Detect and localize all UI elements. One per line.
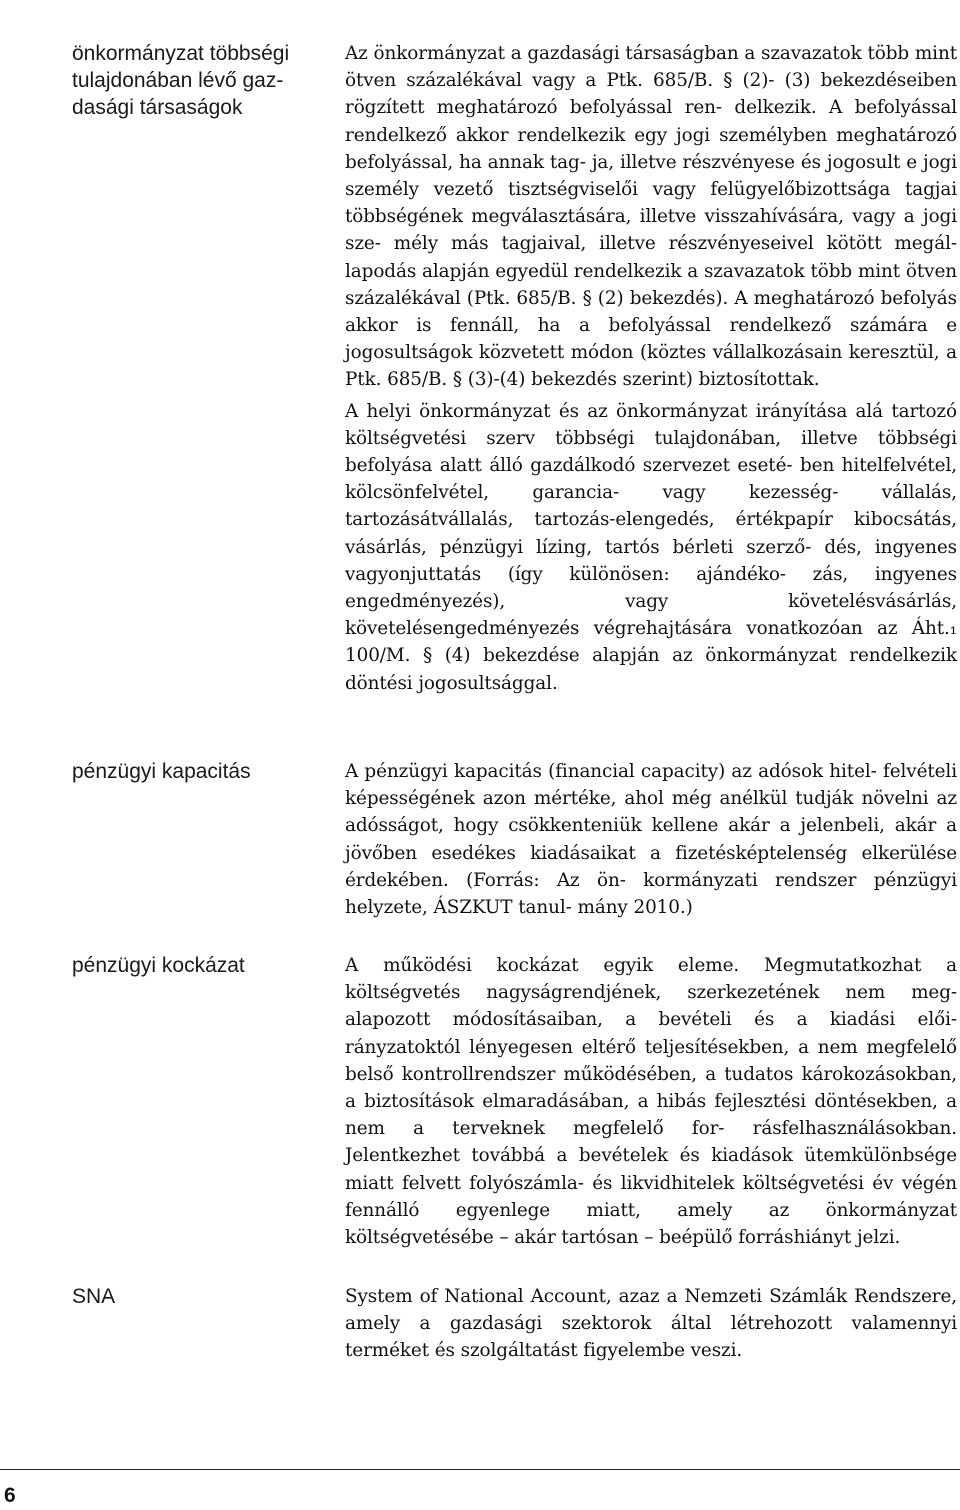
term-line: pénzügyi kapacitás: [72, 760, 251, 783]
definition-paragraph: Az önkormányzat a gazdasági társaságban a szavazatok több mint ötven százalékával vagy a Ptk. 685/B. § (2)- (3) bekezdéseiben rögzített meghatározó befolyással ren- delkezik. A befolyással rendelkező akkor rendelkezik egy jogi személyben meghatározó befolyással, ha annak tag- ja, illetve részvényese és jogosult e jogi személy vezető tisztségviselői vagy felügyelőbizottsága tagjai többségének megválasztására, illetve visszahívására, vagy a jogi sze- mély más tagjaival, illetve részvényeseivel kötött megál- lapodás alapján egyedül rendelkezik a szavazatok több mint ötven százalékával (Ptk. 685/B. § (2) bekezdés). A meghatározó befolyás akkor is fennáll, ha a befolyással rendelkező számára e jogosultságok közvetett módon (köztes vállalkozásain keresztül, a Ptk. 685/B. § (3)-(4) bekezdés szerint) biztosítottak.: [345, 43, 958, 391]
page-number: 6: [4, 1484, 16, 1507]
glossary-term: [72, 758, 312, 785]
glossary-definition: [345, 1283, 957, 1365]
term-line: dasági társaságok: [72, 96, 243, 119]
definition-paragraph: A helyi önkormányzat és az önkormányzat irányítása alá tartozó költségvetési szerv többségi tulajdonában, illetve többségi befolyása alatt álló gazdálkodó szervezet eseté- ben hitelfelvétel, kölcsönfelvétel, garancia- vagy kezesség- vállalás, tartozásátvállalás, tartozás-elengedés, értékpapír kibocsátás, vásárlás, pénzügyi lízing, tartós bérleti szerző- dés, ingyenes vagyonjuttatás (így különösen: ajándéko- zás, ingyenes engedményezés), vagy követelésvásárlás, követelésengedményezés végrehajtására vonatkozóan az Áht.₁ 100/M. § (4) bekezdése alapján az önkormányzat rendelkezik döntési jogosultsággal.: [345, 400, 957, 694]
glossary-definition: [345, 952, 957, 1251]
definition-paragraph: System of National Account, azaz a Nemzeti Számlák Rendszere, amely a gazdasági szektorok által létrehozott valamennyi terméket és szolgáltatást figyelembe veszi.: [345, 1286, 958, 1362]
footer-divider: [0, 1469, 960, 1470]
glossary-definition: [345, 758, 957, 921]
term-line: SNA: [72, 1285, 116, 1308]
definition-paragraph: A működési kockázat egyik eleme. Megmutatkozhat a költségvetés nagyságrendjének, szerkezetének nem meg- alapozott módosításaiban, a bevételi és a kiadási elői- rányzatoktól lényegesen eltérő teljesítésekben, a nem megfelelő belső kontrollrendszer működésében, a tudatos károkozásokban, a biztosítások elmaradásában, a hibás fejlesztési döntésekben, a nem a terveknek megfelelő for- rásfelhasználásokban. Jelentkezhet továbbá a bevételek és kiadások ütemkülönbsége miatt felvett folyószámla- és likvidhitelek költségvetési év végén fennálló egyenlege miatt, amely az önkormányzat költségvetésébe – akár tartósan – beépülő forráshiányt jelzi.: [345, 955, 957, 1249]
glossary-definition: [345, 40, 957, 697]
term-line: pénzügyi kockázat: [72, 954, 245, 977]
glossary-term: [72, 1283, 312, 1310]
term-line: tulajdonában lévő gaz-: [72, 69, 284, 92]
term-line: önkormányzat többségi: [72, 42, 290, 65]
glossary-term: [72, 952, 312, 979]
definition-paragraph: A pénzügyi kapacitás (financial capacity) az adósok hitel- felvételi képességének azon mértéke, ahol még anélkül tudják növelni az adósságot, hogy csökkenteniük kellene akár a jelenbeli, akár a jövőben esedékes kiadásaikat a fizetésképtelenség elkerülése érdekében. (Forrás: Az ön- kormányzati rendszer pénzügyi helyzete, ÁSZKUT tanul- mány 2010.): [345, 761, 958, 919]
glossary-term: [72, 40, 312, 121]
